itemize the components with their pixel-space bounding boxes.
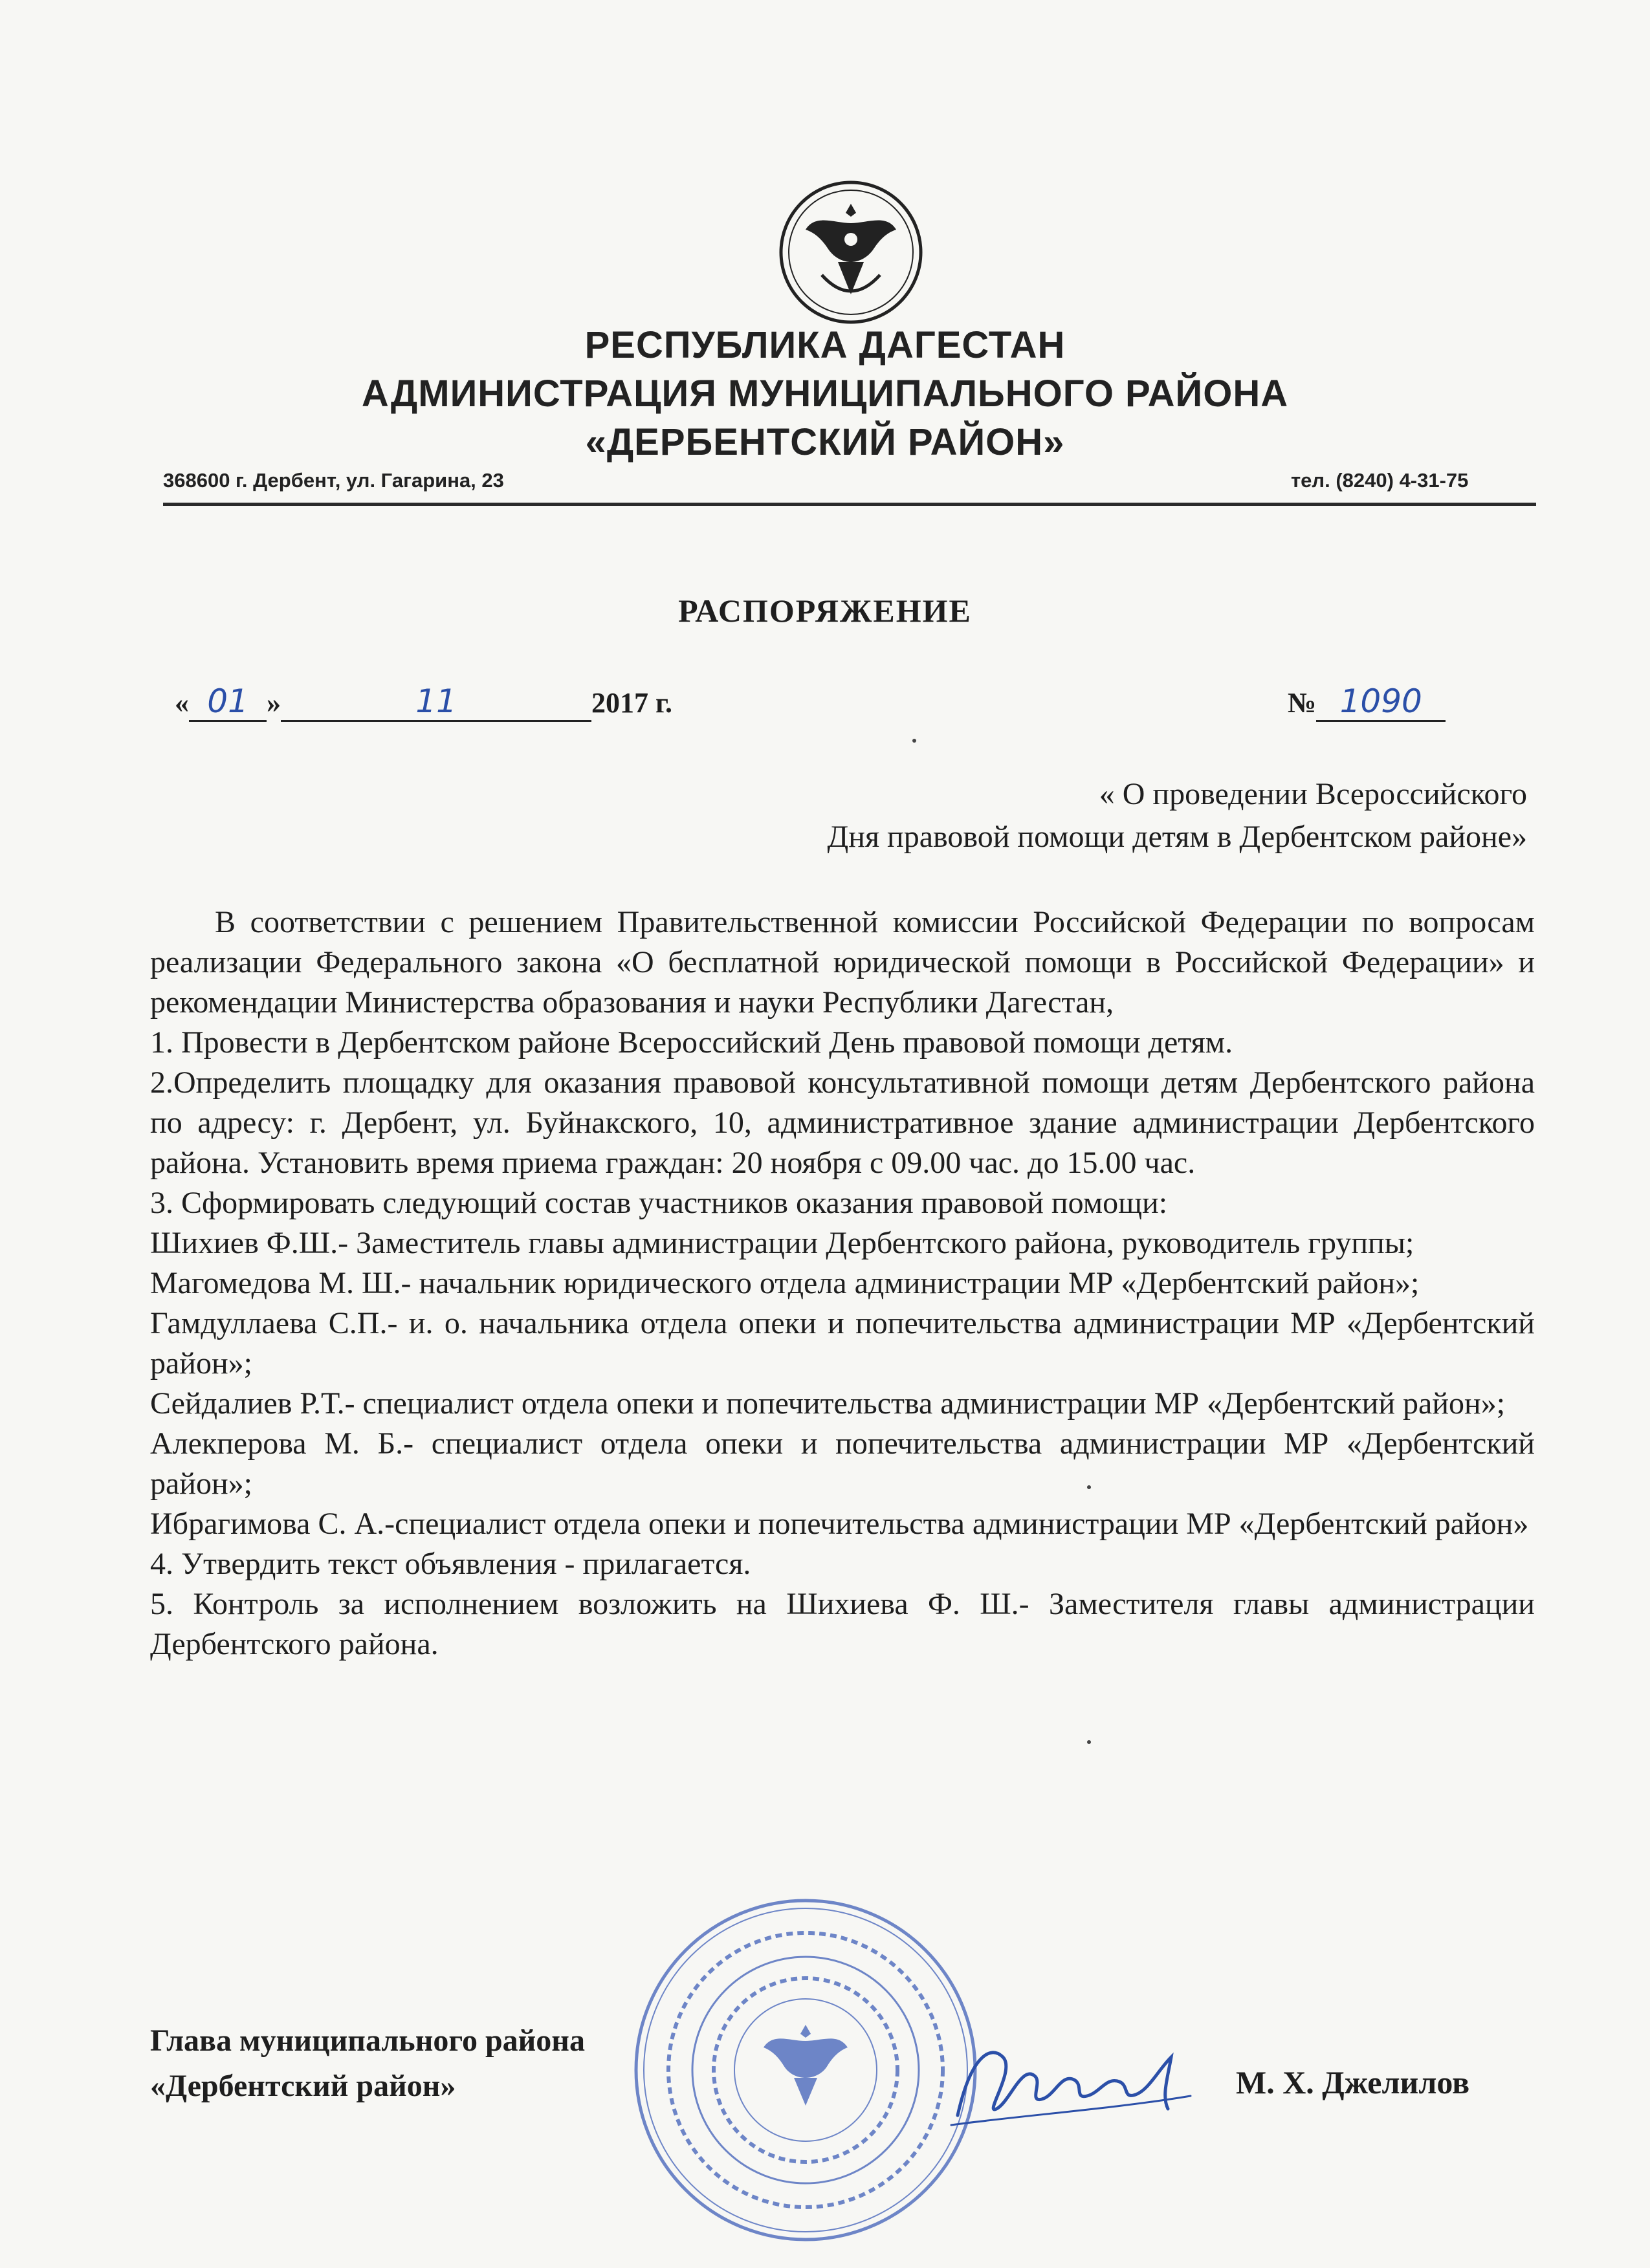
document-date bbox=[175, 682, 672, 722]
member-2: Магомедова М. Ш.- начальник юридического отдела администрации МР «Дербентский район»; bbox=[150, 1266, 1420, 1300]
date-year: 2017 г. bbox=[591, 687, 673, 719]
header-phone: тел. (8240) 4-31-75 bbox=[1291, 469, 1469, 492]
number-label: № bbox=[1288, 687, 1317, 719]
date-day: 01 bbox=[189, 682, 267, 722]
body-item-1: 1. Провести в Дербентском районе Всероссийский День правовой помощи детям. bbox=[150, 1025, 1233, 1060]
member-4: Сейдалиев Р.Т.- специалист отдела опеки и попечительства администрации МР «Дербентский район»; bbox=[150, 1386, 1506, 1421]
signatory-name: М. Х. Джелилов bbox=[1236, 2064, 1470, 2100]
document-number bbox=[1288, 682, 1446, 722]
date-month: 11 bbox=[281, 682, 591, 722]
member-3: Гамдуллаева С.П.- и. о. начальника отдела опеки и попечительства администрации МР «Дербентский район»; bbox=[150, 1306, 1535, 1380]
header-district: «ДЕРБЕНТСКИЙ РАЙОН» bbox=[585, 421, 1065, 463]
paper-speck bbox=[912, 739, 916, 743]
document-subject bbox=[828, 773, 1527, 858]
subject-line-2: Дня правовой помощи детям в Дербентском районе» bbox=[827, 820, 1527, 854]
handwritten-signature bbox=[945, 2018, 1204, 2148]
member-5: Алекперова М. Б.- специалист отдела опеки и попечительства администрации МР «Дербентский район»; bbox=[150, 1426, 1535, 1501]
coat-of-arms-emblem bbox=[776, 178, 925, 327]
header-address: 368600 г. Дербент, ул. Гагарина, 23 bbox=[163, 469, 504, 492]
body-item-3: 3. Сформировать следующий состав участников оказания правовой помощи: bbox=[150, 1186, 1168, 1220]
member-6: Ибрагимова С. А.-специалист отдела опеки и попечительства администрации МР «Дербентский район» bbox=[150, 1507, 1529, 1541]
body-intro: В соответствии с решением Правительственной комиссии Российской Федерации по вопросам реализации Федерального закона «О бесплатной юридической помощи в Российской Федерации» и рекомендации Министерства образования и науки Республики Дагестан, bbox=[150, 905, 1535, 1020]
subject-line-1: « О проведении Всероссийского bbox=[1099, 777, 1527, 811]
signatory-title-line-2: «Дербентский район» bbox=[150, 2069, 456, 2103]
number-value: 1090 bbox=[1316, 682, 1446, 722]
header-republic: РЕСПУБЛИКА ДАГЕСТАН bbox=[584, 324, 1066, 366]
official-stamp bbox=[624, 1889, 987, 2251]
header-divider bbox=[163, 503, 1536, 506]
document-body bbox=[150, 902, 1535, 1664]
body-item-2: 2.Определить площадку для оказания правовой консультативной помощи детям Дербентского района по адресу: г. Дербент, ул. Буйнакского, 10, административное здание администрации Дербентского района. Установить время приема граждан: 20 ноября с 09.00 час. до 15.00 час. bbox=[150, 1065, 1535, 1180]
member-1: Шихиев Ф.Ш.- Заместитель главы администрации Дербентского района, руководитель группы; bbox=[150, 1226, 1414, 1260]
header-administration: АДМИНИСТРАЦИЯ МУНИЦИПАЛЬНОГО РАЙОНА bbox=[361, 373, 1289, 415]
signatory-title-line-1: Глава муниципального района bbox=[150, 2023, 585, 2058]
paper-speck bbox=[1087, 1740, 1091, 1744]
date-open-quote: « bbox=[175, 687, 189, 719]
body-item-4: 4. Утвердить текст объявления - прилагается. bbox=[150, 1547, 751, 1581]
paper-speck bbox=[1087, 1485, 1091, 1489]
document-title: РАСПОРЯЖЕНИЕ bbox=[678, 593, 972, 629]
body-item-5: 5. Контроль за исполнением возложить на Шихиева Ф. Ш.- Заместителя главы администрации Дербентского района. bbox=[150, 1587, 1535, 1661]
signatory-title bbox=[150, 2018, 585, 2109]
date-close-quote: » bbox=[267, 687, 281, 719]
